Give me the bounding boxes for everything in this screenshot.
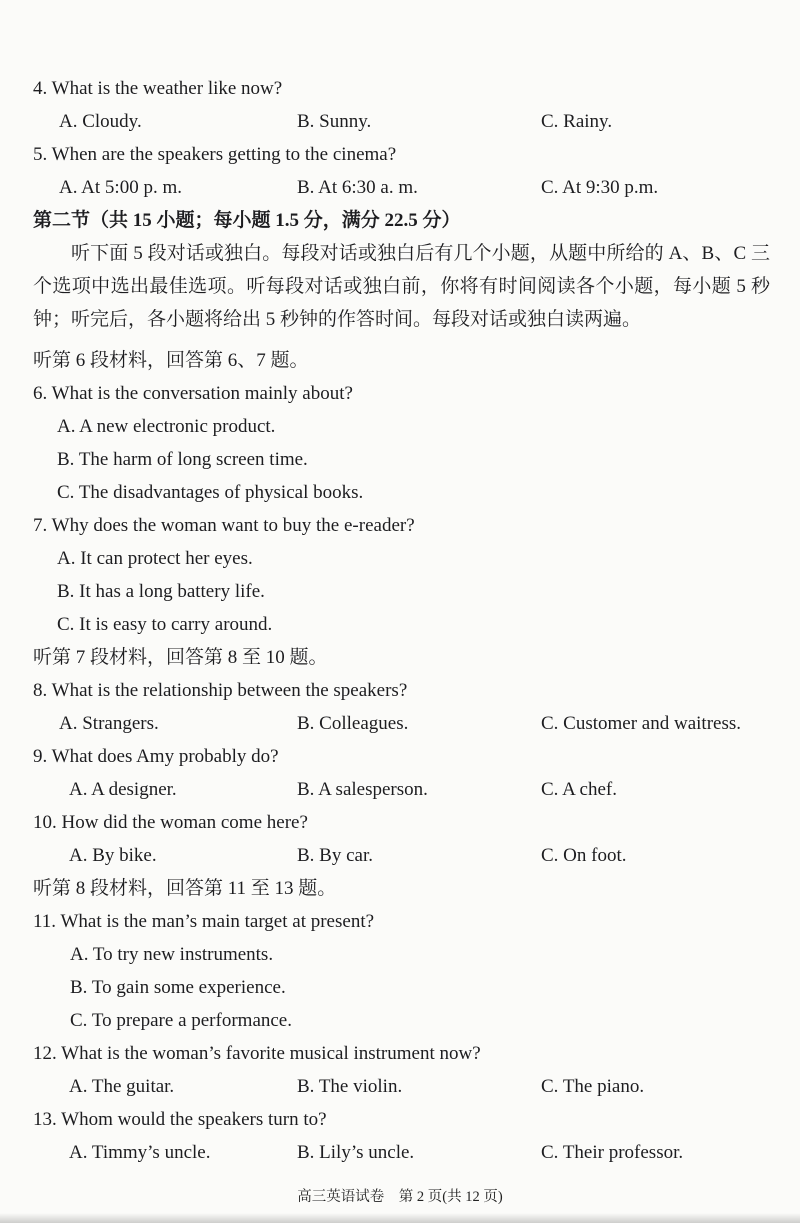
question-7-option-c: C. It is easy to carry around. [57, 614, 273, 635]
question-4-option-a: A. Cloudy. [59, 111, 142, 132]
question-13-stem: 13. Whom would the speakers turn to? [33, 1109, 327, 1130]
question-13-option-a: A. Timmy’s uncle. [69, 1142, 211, 1163]
page-footer: 高三英语试卷 第 2 页(共 12 页) [297, 1189, 503, 1205]
question-13-option-c: C. Their professor. [541, 1142, 684, 1163]
question-8-stem: 8. What is the relationship between the speakers? [33, 680, 408, 701]
material-lead-8: 听第 8 段材料，回答第 11 至 13 题。 [33, 878, 337, 899]
question-4-option-b: B. Sunny. [297, 111, 372, 132]
question-8-options [33, 707, 770, 740]
question-12-stem: 12. What is the woman’s favorite musical instrument now? [33, 1043, 481, 1064]
material-lead-7: 听第 7 段材料，回答第 8 至 10 题。 [33, 647, 328, 668]
question-8-option-a: A. Strangers. [59, 713, 159, 734]
question-7-option-b: B. It has a long battery life. [57, 581, 265, 602]
material-lead-6: 听第 6 段材料，回答第 6、7 题。 [33, 350, 309, 371]
question-11-option-b: B. To gain some experience. [70, 977, 286, 998]
question-9-option-b: B. A salesperson. [297, 779, 428, 800]
question-6-option-c: C. The disadvantages of physical books. [57, 482, 364, 503]
question-8-option-c: C. Customer and waitress. [541, 713, 742, 734]
question-9-stem: 9. What does Amy probably do? [33, 746, 279, 767]
question-4-options [33, 105, 770, 138]
question-11-option-c: C. To prepare a performance. [70, 1010, 292, 1031]
question-12-option-b: B. The violin. [297, 1076, 403, 1097]
section-2-instructions: 听下面 5 段对话或独白。每段对话或独白后有几个小题，从题中所给的 A、B、C 三个选项中选出最佳选项。听每段对话或独白前，你将有时间阅读各个小题，每小题 5 秒钟；听完后，各小题将给出 5 秒钟的作答时间。每段对话或独白读两遍。 [33, 243, 770, 330]
question-4-stem: 4. What is the weather like now? [33, 78, 283, 99]
question-5-option-a: A. At 5:00 p. m. [59, 177, 182, 198]
question-10-option-a: A. By bike. [69, 845, 157, 866]
question-6-option-a: A. A new electronic product. [57, 416, 276, 437]
question-9-option-c: C. A chef. [541, 779, 617, 800]
question-12-option-a: A. The guitar. [69, 1076, 175, 1097]
question-6-stem: 6. What is the conversation mainly about? [33, 383, 353, 404]
question-5-options [33, 171, 770, 204]
question-8-option-b: B. Colleagues. [297, 713, 409, 734]
question-11-option-a: A. To try new instruments. [70, 944, 274, 965]
question-13-options [33, 1136, 770, 1169]
question-5-stem: 5. When are the speakers getting to the cinema? [33, 144, 397, 165]
question-4-option-c: C. Rainy. [541, 111, 613, 132]
question-5-option-b: B. At 6:30 a. m. [297, 177, 418, 198]
question-5-option-c: C. At 9:30 p.m. [541, 177, 659, 198]
question-10-options [33, 839, 770, 872]
question-12-option-c: C. The piano. [541, 1076, 645, 1097]
question-7-stem: 7. Why does the woman want to buy the e-reader? [33, 515, 415, 536]
question-12-options [33, 1070, 770, 1103]
section-2-heading: 第二节（共 15 小题；每小题 1.5 分，满分 22.5 分） [33, 210, 461, 231]
question-7-option-a: A. It can protect her eyes. [57, 548, 253, 569]
question-13-option-b: B. Lily’s uncle. [297, 1142, 415, 1163]
question-11-stem: 11. What is the man’s main target at present? [33, 911, 375, 932]
question-10-option-c: C. On foot. [541, 845, 627, 866]
question-9-options [33, 773, 770, 806]
question-9-option-a: A. A designer. [69, 779, 177, 800]
question-10-option-b: B. By car. [297, 845, 373, 866]
question-10-stem: 10. How did the woman come here? [33, 812, 308, 833]
question-6-option-b: B. The harm of long screen time. [57, 449, 308, 470]
